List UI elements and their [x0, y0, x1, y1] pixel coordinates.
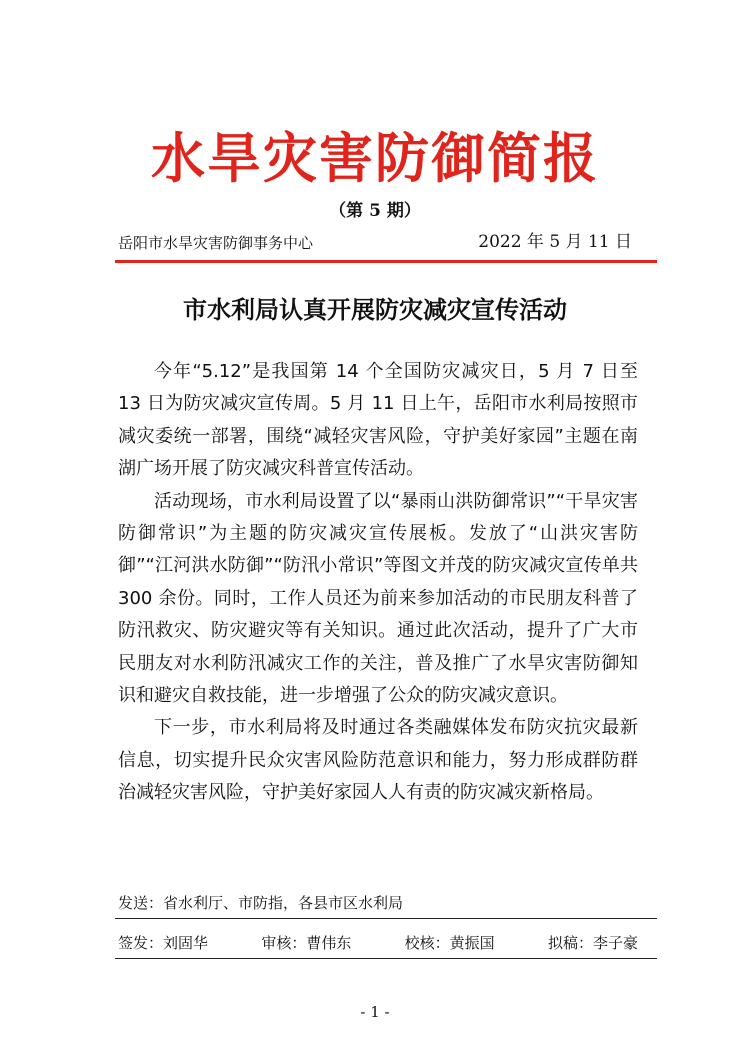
issue-date: 2022 年 5 月 11 日	[478, 232, 632, 252]
masthead-red-rule	[115, 260, 657, 263]
page-number: - 1 -	[360, 1003, 390, 1021]
signatories-row	[118, 932, 638, 954]
article-headline: 市水利局认真开展防灾减灾宣传活动	[183, 296, 567, 324]
issue-number: （第 5 期）	[329, 201, 421, 221]
article-paragraph: 活动现场，市水利局设置了以“暴雨山洪防御常识”“干旱灾害防御常识”为主题的防灾减灾宣传展板。发放了“山洪灾害防御”“江河洪水防御”“防汛小常识”等图文并茂的防灾减灾宣传单共 300 余份。同时，工作人员还为前来参加活动的市民朋友科普了防汛救灾、防灾避灾等有关知识。通过此次活动，提升了广大市民朋友对水利防汛减灾工作的关注，普及推广了水旱灾害防御知识和避灾自救技能，进一步增强了公众的防灾减灾意识。	[118, 490, 638, 707]
article-body	[118, 356, 638, 810]
drafted-by: 拟稿：李子豪	[547, 934, 638, 952]
footer-rule-bottom	[115, 958, 657, 959]
article-paragraph: 下一步，市水利局将及时通过各类融媒体发布防灾抗灾最新信息，切实提升民众灾害风险防范意识和能力，努力形成群防群治减轻灾害风险，守护美好家园人人有责的防灾减灾新格局。	[118, 717, 638, 804]
article-paragraph: 今年“5.12”是我国第 14 个全国防灾减灾日，5 月 7 日至 13 日为防灾减灾宣传周。5 月 11 日上午，岳阳市水利局按照市减灾委统一部署，围绕“减轻灾害风险，守护美好家园”主题在南湖广场开展了防灾减灾科普宣传活动。	[118, 361, 638, 480]
distribution-list: 发送：省水利厅、市防指，各县市区水利局	[118, 894, 404, 912]
bulletin-masthead: 水旱灾害防御简报	[151, 126, 599, 190]
proofread-by: 校核：黄振国	[404, 934, 495, 952]
issuing-organization: 岳阳市水旱灾害防御事务中心	[118, 234, 314, 252]
reviewed-by: 审核：曹伟东	[261, 934, 352, 952]
signed-by: 签发：刘固华	[118, 934, 209, 952]
footer-rule-top	[115, 918, 657, 919]
